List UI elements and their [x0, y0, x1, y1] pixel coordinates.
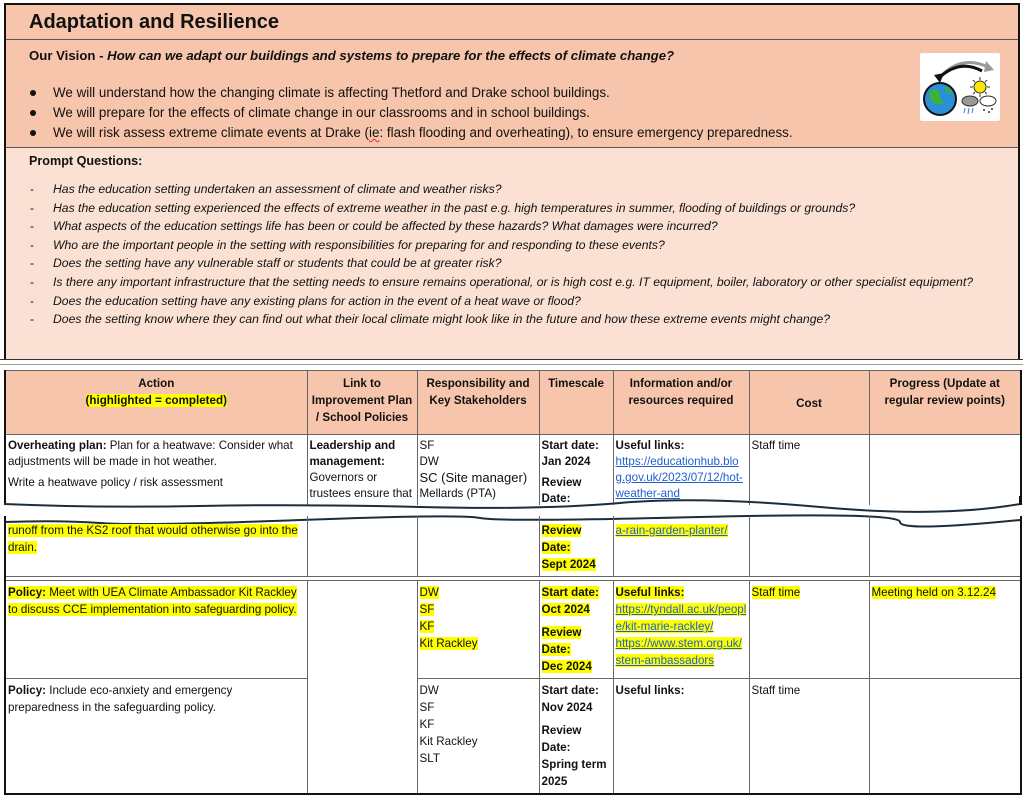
cost-cell: [749, 581, 869, 679]
stakeholder: DW: [419, 684, 439, 697]
vision-bullet: We will risk assess extreme climate events at Drake (ie: flash flooding and overheating), to ensure emergency preparedness.: [29, 123, 995, 143]
progress-value: Meeting held on 3.12.24: [871, 586, 996, 599]
cost-cell: Staff time: [749, 435, 869, 511]
action-table: [4, 370, 1022, 511]
vision-bullet: We will understand how the changing climate is affecting Thetford and Drake school buildings.: [29, 83, 995, 103]
review-label: Review Date:: [541, 524, 582, 554]
action-text: Include eco-anxiety and emergency preparedness in the safeguarding policy.: [8, 684, 233, 714]
resource-link[interactable]: https://tyndall.ac.uk/people/kit-marie-rackley/: [615, 603, 747, 633]
climate-earth-weather-icon: [920, 53, 1000, 121]
header-timescale: Timescale: [539, 371, 613, 435]
table-header-row: [5, 371, 1021, 435]
link-text: Governors or trustees ensure that: [309, 471, 412, 500]
cost-cell: [749, 516, 869, 577]
info-cell: [613, 581, 749, 679]
stakeholder: SF: [419, 603, 435, 616]
info-cell: [613, 679, 749, 795]
prompt-question: - Is there any important infrastructure that the setting needs to ensure remains operational, or is high cost e.g. IT equipment, boiler, laboratory or other specialist equipment?: [29, 273, 995, 292]
header-link: Link to Improvement Plan / School Policies: [307, 371, 417, 435]
prompt-question: - Has the education setting experienced the effects of extreme weather in the past e.g. high temperatures in summer, flooding of buildings or grounds?: [29, 199, 995, 218]
prompt-question: - Who are the important people in the setting with responsibilities for preparing for and responding to these events?: [29, 236, 995, 255]
action-text: Meet with UEA Climate Ambassador Kit Rackley to discuss CCE implementation into safeguarding policy.: [8, 586, 297, 616]
action-title: Policy:: [8, 586, 47, 599]
start-label: Start date:: [541, 586, 599, 599]
stakeholder: Mellards (PTA): [419, 487, 496, 500]
table-row: [5, 516, 1021, 577]
action-text: Write a heatwave policy / risk assessment: [8, 476, 223, 489]
header-cost: Cost: [749, 371, 869, 435]
info-label: Useful links:: [615, 586, 685, 599]
header-action-label: Action: [138, 377, 175, 390]
prompt-questions-list: [29, 180, 995, 329]
review-date: Dec 2024: [541, 660, 592, 673]
progress-cell: [869, 516, 1021, 577]
stakeholder: DW: [419, 586, 439, 599]
responsibility-cell: [417, 581, 539, 679]
link-title: Leadership and management:: [309, 439, 396, 468]
stakeholder: SC (Site manager): [419, 470, 528, 485]
info-label: Useful links:: [615, 684, 685, 697]
page-title: Adaptation and Resilience: [29, 10, 280, 33]
link-cell: [307, 516, 417, 577]
stakeholder: DW: [419, 455, 439, 468]
prompt-question: - Has the education setting undertaken an assessment of climate and weather risks?: [29, 180, 995, 199]
stakeholder: SF: [419, 701, 435, 714]
action-table-top: [4, 370, 1020, 505]
vision-question: How can we adapt our buildings and systems to prepare for the effects of climate change?: [107, 48, 675, 63]
prompt-questions-heading: Prompt Questions:: [29, 154, 143, 168]
action-text: Plan for a heatwave: Consider what adjustments will be made in hot weather.: [8, 439, 293, 468]
table-row: [5, 581, 1021, 679]
vision-label: Our Vision -: [29, 48, 108, 63]
resource-link[interactable]: https://educationhub.blog.gov.uk/2023/07/12/hot-weather-and: [615, 455, 743, 500]
link-cell: [307, 581, 417, 795]
header-info: Information and/or resources required: [613, 371, 749, 435]
prompt-question: - Does the education setting have any existing plans for action in the event of a heat wave or flood?: [29, 292, 995, 311]
progress-cell: [869, 581, 1021, 679]
responsibility-cell: [417, 679, 539, 795]
start-label: Start date:: [541, 684, 599, 697]
action-cell: [5, 581, 307, 679]
resource-link[interactable]: https://www.stem.org.uk/stem-ambassadors: [615, 637, 742, 667]
info-cell: [613, 516, 749, 577]
divider: [0, 359, 1023, 360]
prompt-question: - What aspects of the education settings life has been or could be affected by these hazards? What damages were incurred?: [29, 217, 995, 236]
stakeholder: Kit Rackley: [419, 735, 478, 748]
timescale-cell: [539, 516, 613, 577]
vision-bullets: [29, 83, 995, 143]
stakeholder: KF: [419, 718, 435, 731]
action-table-continued: [4, 516, 1022, 795]
prompt-question: - Does the setting have any vulnerable staff or students that could be at greater risk?: [29, 254, 995, 273]
action-text: runoff from the KS2 roof that would otherwise go into the drain.: [8, 524, 298, 554]
vision-statement: [29, 48, 995, 63]
timescale-cell: [539, 679, 613, 795]
progress-cell: [869, 679, 1021, 795]
action-table-bottom: [4, 516, 1020, 788]
review-label: Review Date:: [541, 724, 582, 754]
header-action: [5, 371, 307, 435]
stakeholder: SLT: [419, 752, 440, 765]
stakeholder: SF: [419, 439, 435, 452]
action-title: Overheating plan:: [8, 439, 107, 452]
stakeholder: KF: [419, 620, 435, 633]
action-cell: [5, 516, 307, 577]
prompt-question: - Does the setting know where they can find out what their local climate might look like in the future and how these extreme events might change?: [29, 310, 995, 329]
review-label: Review Date:: [541, 476, 582, 505]
resource-link[interactable]: a-rain-garden-planter/: [615, 524, 728, 537]
header-responsibility: Responsibility and Key Stakeholders: [417, 371, 539, 435]
prompt-questions-section: [6, 148, 1018, 359]
info-label: Useful links:: [615, 439, 685, 452]
start-date: Jan 2024: [541, 455, 591, 468]
review-label: Review Date:: [541, 626, 582, 656]
action-cell: [5, 679, 307, 795]
table-row: [5, 679, 1021, 795]
header-progress: Progress (Update at regular review points): [869, 371, 1021, 435]
start-date: Oct 2024: [541, 603, 590, 616]
divider: [0, 364, 1023, 365]
vision-section: [6, 40, 1018, 148]
review-date: Spring term 2025: [541, 758, 607, 788]
responsibility-cell: [417, 516, 539, 577]
vision-bullet: We will prepare for the effects of climate change in our classrooms and in school buildings.: [29, 103, 995, 123]
intro-section: [4, 3, 1020, 359]
start-label: Start date:: [541, 439, 599, 452]
title-row: [6, 5, 1018, 40]
action-title: Policy:: [8, 684, 47, 697]
header-action-note: (highlighted = completed): [85, 394, 227, 407]
stakeholder: Kit Rackley: [419, 637, 478, 650]
cost-value: Staff time: [751, 586, 801, 599]
timescale-cell: [539, 581, 613, 679]
cost-cell: Staff time: [749, 679, 869, 795]
start-date: Nov 2024: [541, 701, 593, 714]
review-date: Sept 2024: [541, 558, 596, 571]
